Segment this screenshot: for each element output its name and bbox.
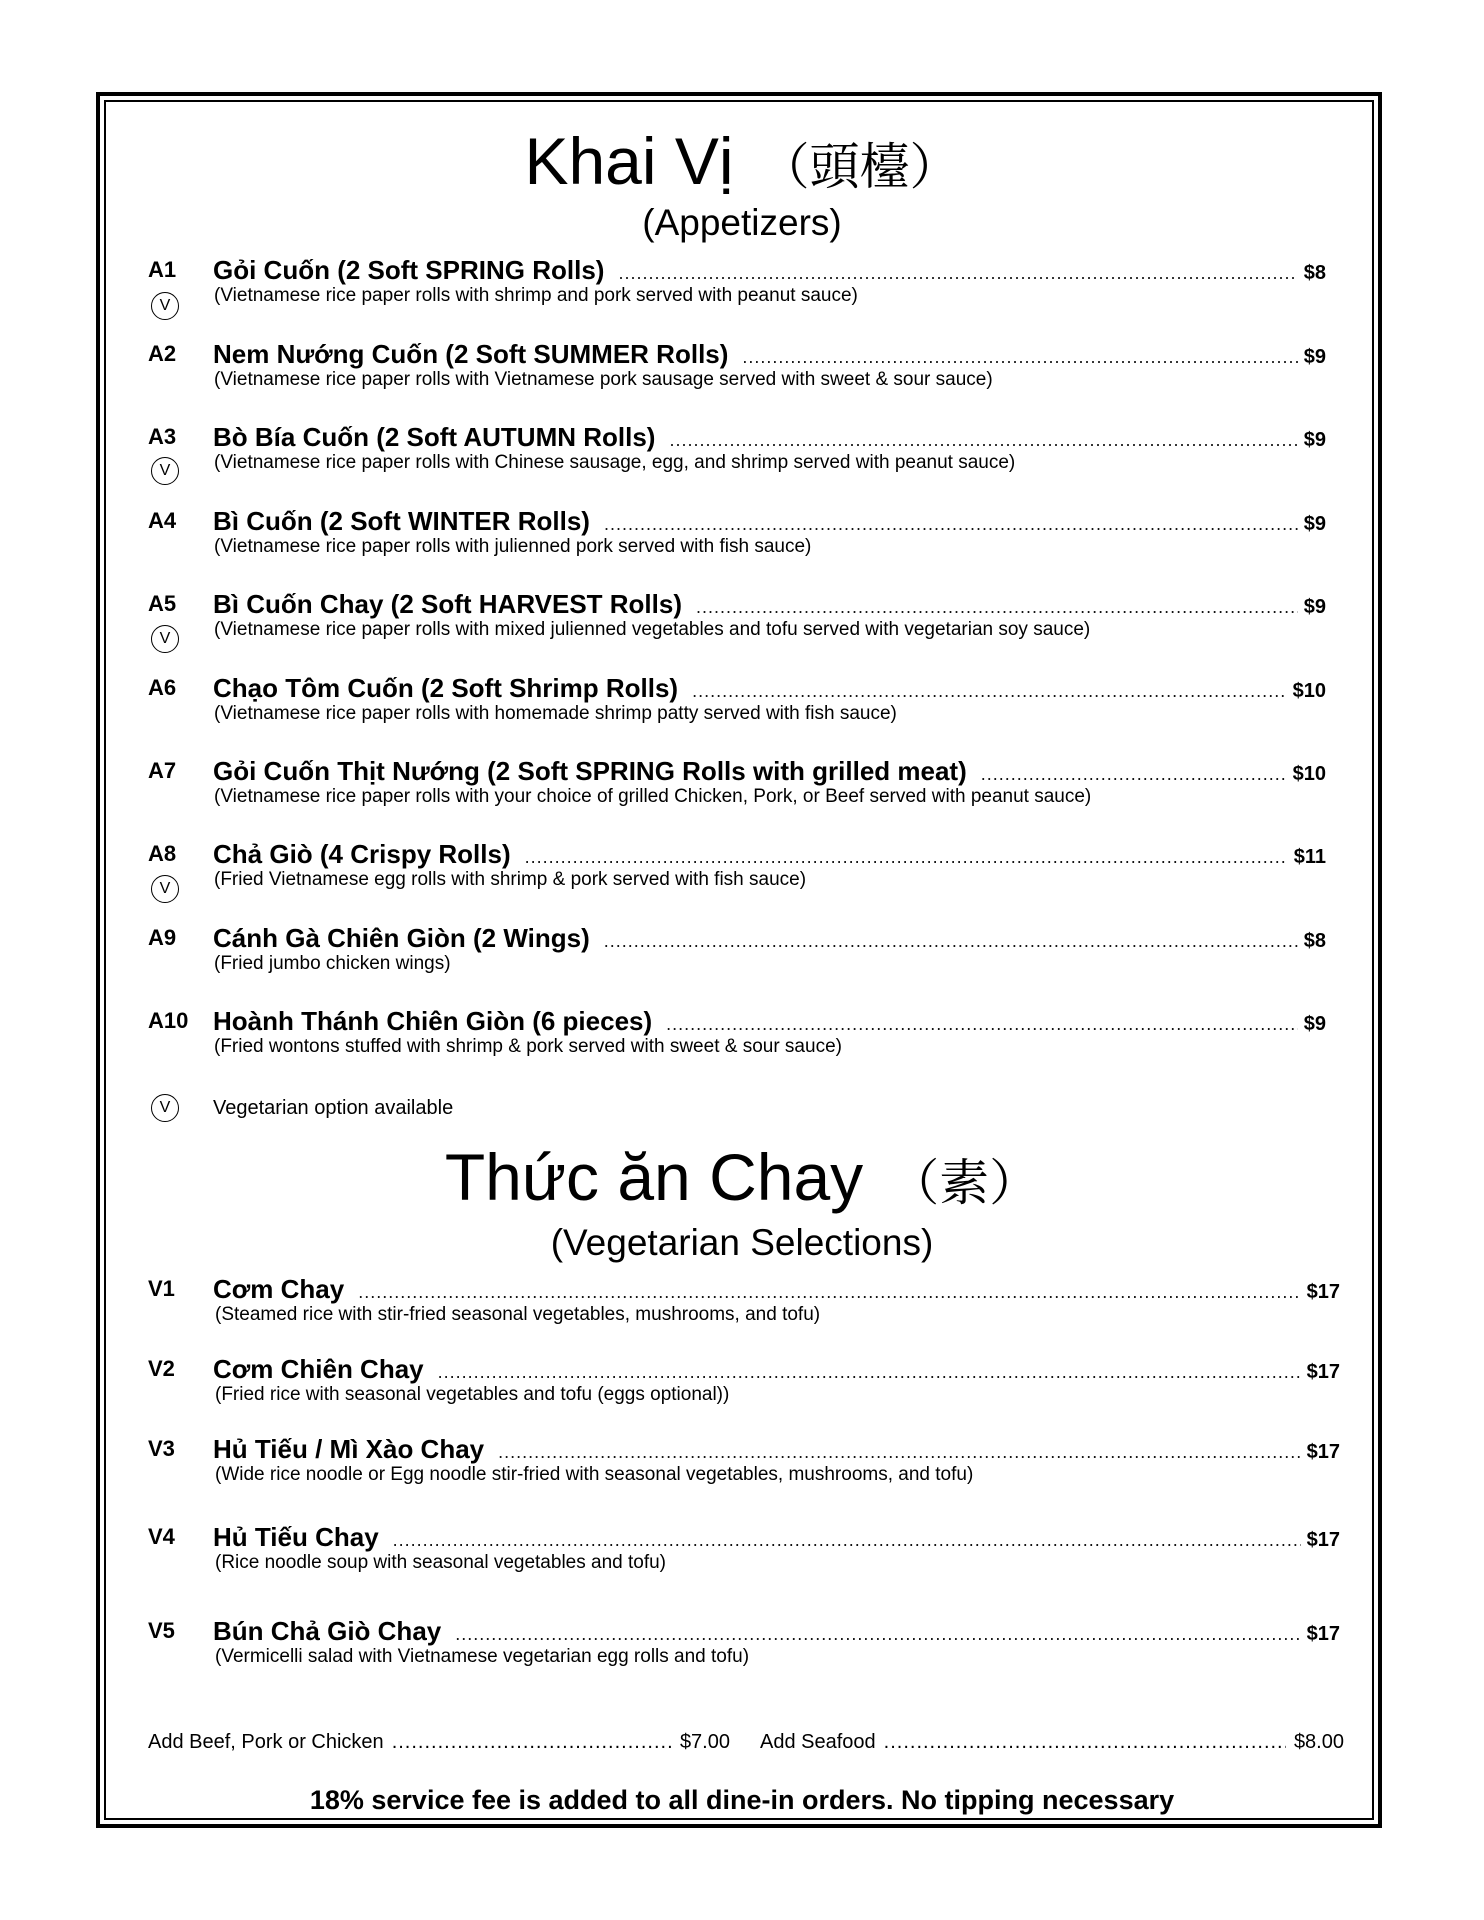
item-code: A5	[148, 591, 177, 616]
item-price: $17	[1306, 1529, 1340, 1551]
addon-label: Add Seafood	[760, 1731, 876, 1753]
item-price: $11	[1293, 846, 1326, 868]
menu-item	[0, 590, 1484, 652]
item-description: (Vietnamese rice paper rolls with shrimp and pork served with peanut sauce)	[214, 285, 858, 306]
item-price: $9	[1303, 596, 1326, 618]
item-code: V2	[148, 1356, 175, 1381]
item-description: (Fried rice with seasonal vegetables and tofu (eggs optional))	[215, 1384, 730, 1405]
menu-item	[0, 757, 1484, 819]
menu-item	[0, 1523, 1484, 1585]
item-code: V3	[148, 1436, 175, 1461]
addon-seafood	[760, 1728, 1344, 1756]
dot-leader	[742, 343, 1297, 371]
dot-leader	[393, 1526, 1301, 1554]
menu-item	[0, 507, 1484, 569]
item-name: Bò Bía Cuốn (2 Soft AUTUMN Rolls)	[213, 422, 656, 452]
dot-leader	[981, 760, 1287, 788]
item-price: $17	[1306, 1623, 1340, 1645]
item-description: (Fried Vietnamese egg rolls with shrimp & pork served with fish sauce)	[214, 869, 807, 890]
item-description: (Vietnamese rice paper rolls with homemade shrimp patty served with fish sauce)	[214, 703, 897, 724]
item-description: (Fried wontons stuffed with shrimp & pork served with sweet & sour sauce)	[214, 1036, 842, 1057]
item-price: $9	[1303, 513, 1326, 535]
item-name: Gỏi Cuốn Thịt Nướng (2 Soft SPRING Rolls with grilled meat)	[213, 756, 967, 786]
item-description: (Vietnamese rice paper rolls with julienned pork served with fish sauce)	[214, 536, 812, 557]
item-name: Gỏi Cuốn (2 Soft SPRING Rolls)	[213, 255, 605, 285]
item-code: A4	[148, 508, 177, 533]
dot-leader	[358, 1278, 1300, 1306]
menu-item	[0, 1617, 1484, 1679]
menu-item	[0, 340, 1484, 402]
item-price: $8	[1303, 262, 1326, 284]
dot-leader	[884, 1728, 1286, 1756]
dot-leader	[604, 510, 1298, 538]
appetizers-subtitle: (Appetizers)	[642, 202, 842, 243]
item-name: Chạo Tôm Cuốn (2 Soft Shrimp Rolls)	[213, 673, 679, 703]
dot-leader	[692, 677, 1287, 705]
menu-item	[0, 840, 1484, 902]
dot-leader	[438, 1358, 1301, 1386]
appetizers-title-cjk: （頭檯）	[759, 138, 960, 196]
item-name: Nem Nướng Cuốn (2 Soft SUMMER Rolls)	[213, 339, 729, 369]
item-name: Hủ Tiếu / Mì Xào Chay	[213, 1434, 485, 1464]
item-code: V4	[148, 1524, 175, 1549]
menu-item	[0, 256, 1484, 318]
item-code: A2	[148, 341, 177, 366]
item-price: $17	[1306, 1441, 1340, 1463]
item-price: $10	[1292, 680, 1326, 702]
item-code: A10	[148, 1008, 189, 1033]
item-price: $9	[1303, 346, 1326, 368]
item-name: Cánh Gà Chiên Giòn (2 Wings)	[213, 923, 590, 953]
item-description: (Steamed rice with stir-fried seasonal vegetables, mushrooms, and tofu)	[215, 1304, 821, 1325]
vegetarian-option-icon: V	[151, 625, 179, 653]
item-code: A8	[148, 841, 177, 866]
appetizers-title	[0, 124, 1484, 198]
dot-leader	[604, 927, 1298, 955]
item-description: (Vietnamese rice paper rolls with Chinese sausage, egg, and shrimp served with peanut sauce)	[214, 452, 1016, 473]
menu-item	[0, 674, 1484, 736]
item-description: (Vietnamese rice paper rolls with Vietnamese pork sausage served with sweet & sour sauce)	[214, 369, 993, 390]
vegetarian-option-icon: V	[151, 457, 179, 485]
item-code: A7	[148, 758, 177, 783]
vegetarian-option-icon: V	[151, 292, 179, 320]
addons-row	[148, 1728, 1344, 1756]
item-description: (Wide rice noodle or Egg noodle stir-fried with seasonal vegetables, mushrooms, and tofu)	[215, 1464, 974, 1485]
dot-leader	[498, 1438, 1301, 1466]
dot-leader	[618, 259, 1297, 287]
vegetarian-subtitle: (Vegetarian Selections)	[550, 1222, 934, 1263]
dot-leader	[696, 593, 1298, 621]
dot-leader	[455, 1620, 1300, 1648]
item-price: $17	[1306, 1361, 1340, 1383]
vegetarian-title	[0, 1140, 1484, 1214]
menu-item	[0, 1355, 1484, 1417]
item-name: Cơm Chay	[213, 1274, 345, 1304]
item-name: Bì Cuốn (2 Soft WINTER Rolls)	[213, 506, 590, 536]
menu-item	[0, 1275, 1484, 1337]
menu-item	[0, 423, 1484, 485]
item-code: A1	[148, 257, 177, 282]
item-name: Chả Giò (4 Crispy Rolls)	[213, 839, 511, 869]
addon-label: Add Beef, Pork or Chicken	[148, 1731, 384, 1753]
dot-leader	[525, 843, 1288, 871]
item-price: $8	[1303, 930, 1326, 952]
item-price: $10	[1292, 763, 1326, 785]
menu-item	[0, 1007, 1484, 1069]
vegetarian-legend-icon: V	[151, 1094, 179, 1122]
addon-price: $8.00	[1293, 1731, 1344, 1753]
vegetarian-option-icon: V	[151, 875, 179, 903]
item-price: $9	[1303, 429, 1326, 451]
item-name: Bún Chả Giò Chay	[213, 1616, 442, 1646]
item-name: Bì Cuốn Chay (2 Soft HARVEST Rolls)	[213, 589, 682, 619]
item-code: A9	[148, 925, 177, 950]
vegetarian-legend-text: Vegetarian option available	[213, 1097, 454, 1119]
item-code: A6	[148, 675, 177, 700]
item-name: Hoành Thánh Chiên Giòn (6 pieces)	[213, 1006, 653, 1036]
item-code: V1	[148, 1276, 175, 1301]
appetizers-title-text: Khai Vị	[524, 124, 734, 198]
dot-leader	[666, 1010, 1298, 1038]
dot-leader	[392, 1728, 672, 1756]
service-fee-notice: 18% service fee is added to all dine-in orders. No tipping necessary	[309, 1785, 1175, 1815]
vegetarian-title-text: Thức ăn Chay	[444, 1140, 864, 1214]
item-description: (Vermicelli salad with Vietnamese vegetarian egg rolls and tofu)	[215, 1646, 750, 1667]
item-price: $17	[1306, 1281, 1340, 1303]
item-description: (Fried jumbo chicken wings)	[214, 953, 451, 974]
item-description: (Vietnamese rice paper rolls with your choice of grilled Chicken, Pork, or Beef served with peanut sauce)	[214, 786, 1092, 807]
item-code: V5	[148, 1618, 175, 1643]
addon-meat	[148, 1728, 730, 1756]
item-description: (Vietnamese rice paper rolls with mixed julienned vegetables and tofu served with vegetarian soy sauce)	[214, 619, 1091, 640]
menu-item	[0, 1435, 1484, 1497]
item-name: Hủ Tiếu Chay	[213, 1522, 379, 1552]
dot-leader	[669, 426, 1297, 454]
item-description: (Rice noodle soup with seasonal vegetables and tofu)	[215, 1552, 667, 1573]
item-price: $9	[1303, 1013, 1326, 1035]
vegetarian-title-cjk: （素）	[889, 1154, 1040, 1212]
addon-price: $7.00	[679, 1731, 730, 1753]
menu-item	[0, 924, 1484, 986]
item-code: A3	[148, 424, 177, 449]
item-name: Cơm Chiên Chay	[213, 1354, 424, 1384]
